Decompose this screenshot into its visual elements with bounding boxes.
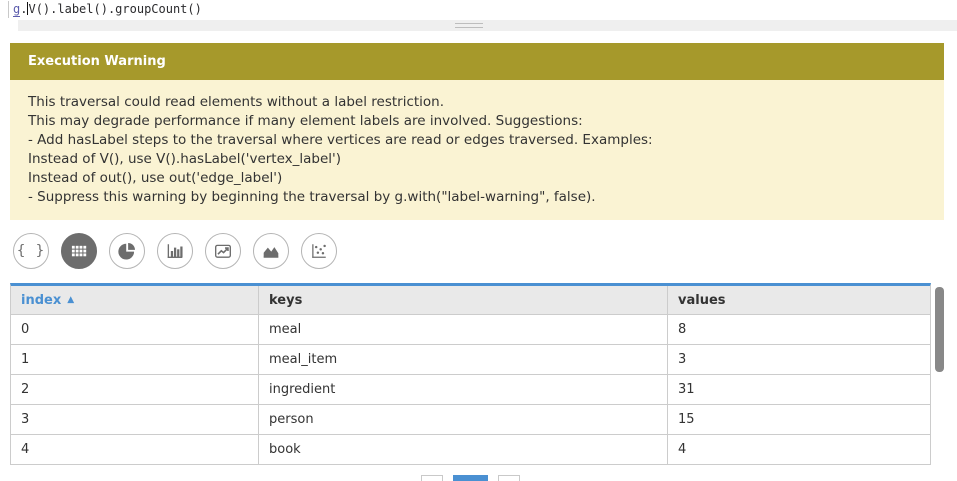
query-code-line[interactable] <box>13 2 202 16</box>
vertical-scrollbar-thumb[interactable] <box>935 287 944 372</box>
query-expression: V().label().groupCount() <box>28 2 202 16</box>
table-row[interactable] <box>11 374 930 404</box>
scatter-plot-view-button[interactable] <box>301 233 337 269</box>
column-header-values[interactable] <box>668 286 930 314</box>
column-header-index-label: index <box>21 292 62 308</box>
cell-value: 3 <box>678 352 687 367</box>
gremlin-g-token: g <box>13 2 21 16</box>
warning-line: - Add hasLabel steps to the traversal where vertices are read or edges traversed. Examples: <box>28 132 653 148</box>
column-header-index[interactable] <box>11 286 259 314</box>
bar-chart-icon <box>166 242 184 260</box>
results-table <box>10 283 931 465</box>
bar-chart-view-button[interactable] <box>157 233 193 269</box>
json-view-button[interactable] <box>13 233 49 269</box>
cell-index: 0 <box>11 315 259 344</box>
table-header-row <box>11 286 930 314</box>
pie-chart-view-button[interactable] <box>109 233 145 269</box>
column-header-keys[interactable] <box>259 286 668 314</box>
cell-key: meal <box>259 315 668 344</box>
warning-line: This traversal could read elements without a label restriction. <box>28 94 445 110</box>
editor-gutter-line <box>8 1 9 18</box>
cell-index: 4 <box>11 435 259 464</box>
splitter-grip-icon[interactable] <box>455 23 483 28</box>
table-row[interactable] <box>11 404 930 434</box>
column-header-values-label: values <box>678 292 726 308</box>
table-view-button[interactable] <box>61 233 97 269</box>
result-view-switcher <box>13 233 337 269</box>
cell-index: 3 <box>11 405 259 434</box>
line-chart-icon <box>214 242 232 260</box>
area-chart-icon <box>262 242 280 260</box>
dot-token: . <box>20 2 28 16</box>
cell-value: 15 <box>678 412 695 427</box>
cell-value: 4 <box>678 442 687 457</box>
current-page-button[interactable] <box>453 475 488 481</box>
cell-key: book <box>259 435 668 464</box>
area-chart-view-button[interactable] <box>253 233 289 269</box>
table-icon <box>70 242 88 260</box>
pie-chart-icon <box>118 242 136 260</box>
cell-value: 31 <box>678 382 695 397</box>
previous-page-button[interactable] <box>421 475 443 481</box>
cell-key: ingredient <box>259 375 668 404</box>
cell-key: person <box>259 405 668 434</box>
table-row[interactable] <box>11 434 930 464</box>
column-header-keys-label: keys <box>269 292 303 308</box>
next-page-button[interactable] <box>498 475 520 481</box>
cell-value: 8 <box>678 322 687 337</box>
warning-line: Instead of out(), use out('edge_label') <box>28 170 283 186</box>
warning-title: Execution Warning <box>10 43 944 80</box>
cell-key: meal_item <box>259 345 668 374</box>
cell-index: 2 <box>11 375 259 404</box>
warning-line: This may degrade performance if many element labels are involved. Suggestions: <box>28 113 583 129</box>
scatter-plot-icon <box>310 242 328 260</box>
warning-line: Instead of V(), use V().hasLabel('vertex_label') <box>28 151 342 167</box>
execution-warning-panel <box>10 43 944 220</box>
table-row[interactable] <box>11 314 930 344</box>
table-row[interactable] <box>11 344 930 374</box>
warning-line: - Suppress this warning by beginning the traversal by g.with("label-warning", false). <box>28 189 596 205</box>
cell-index: 1 <box>11 345 259 374</box>
line-chart-view-button[interactable] <box>205 233 241 269</box>
sort-ascending-icon: ▲ <box>67 295 75 305</box>
pane-splitter[interactable] <box>18 20 957 31</box>
warning-body <box>10 80 944 220</box>
curly-braces-icon: { } <box>16 243 46 259</box>
code-editor[interactable] <box>0 0 957 20</box>
